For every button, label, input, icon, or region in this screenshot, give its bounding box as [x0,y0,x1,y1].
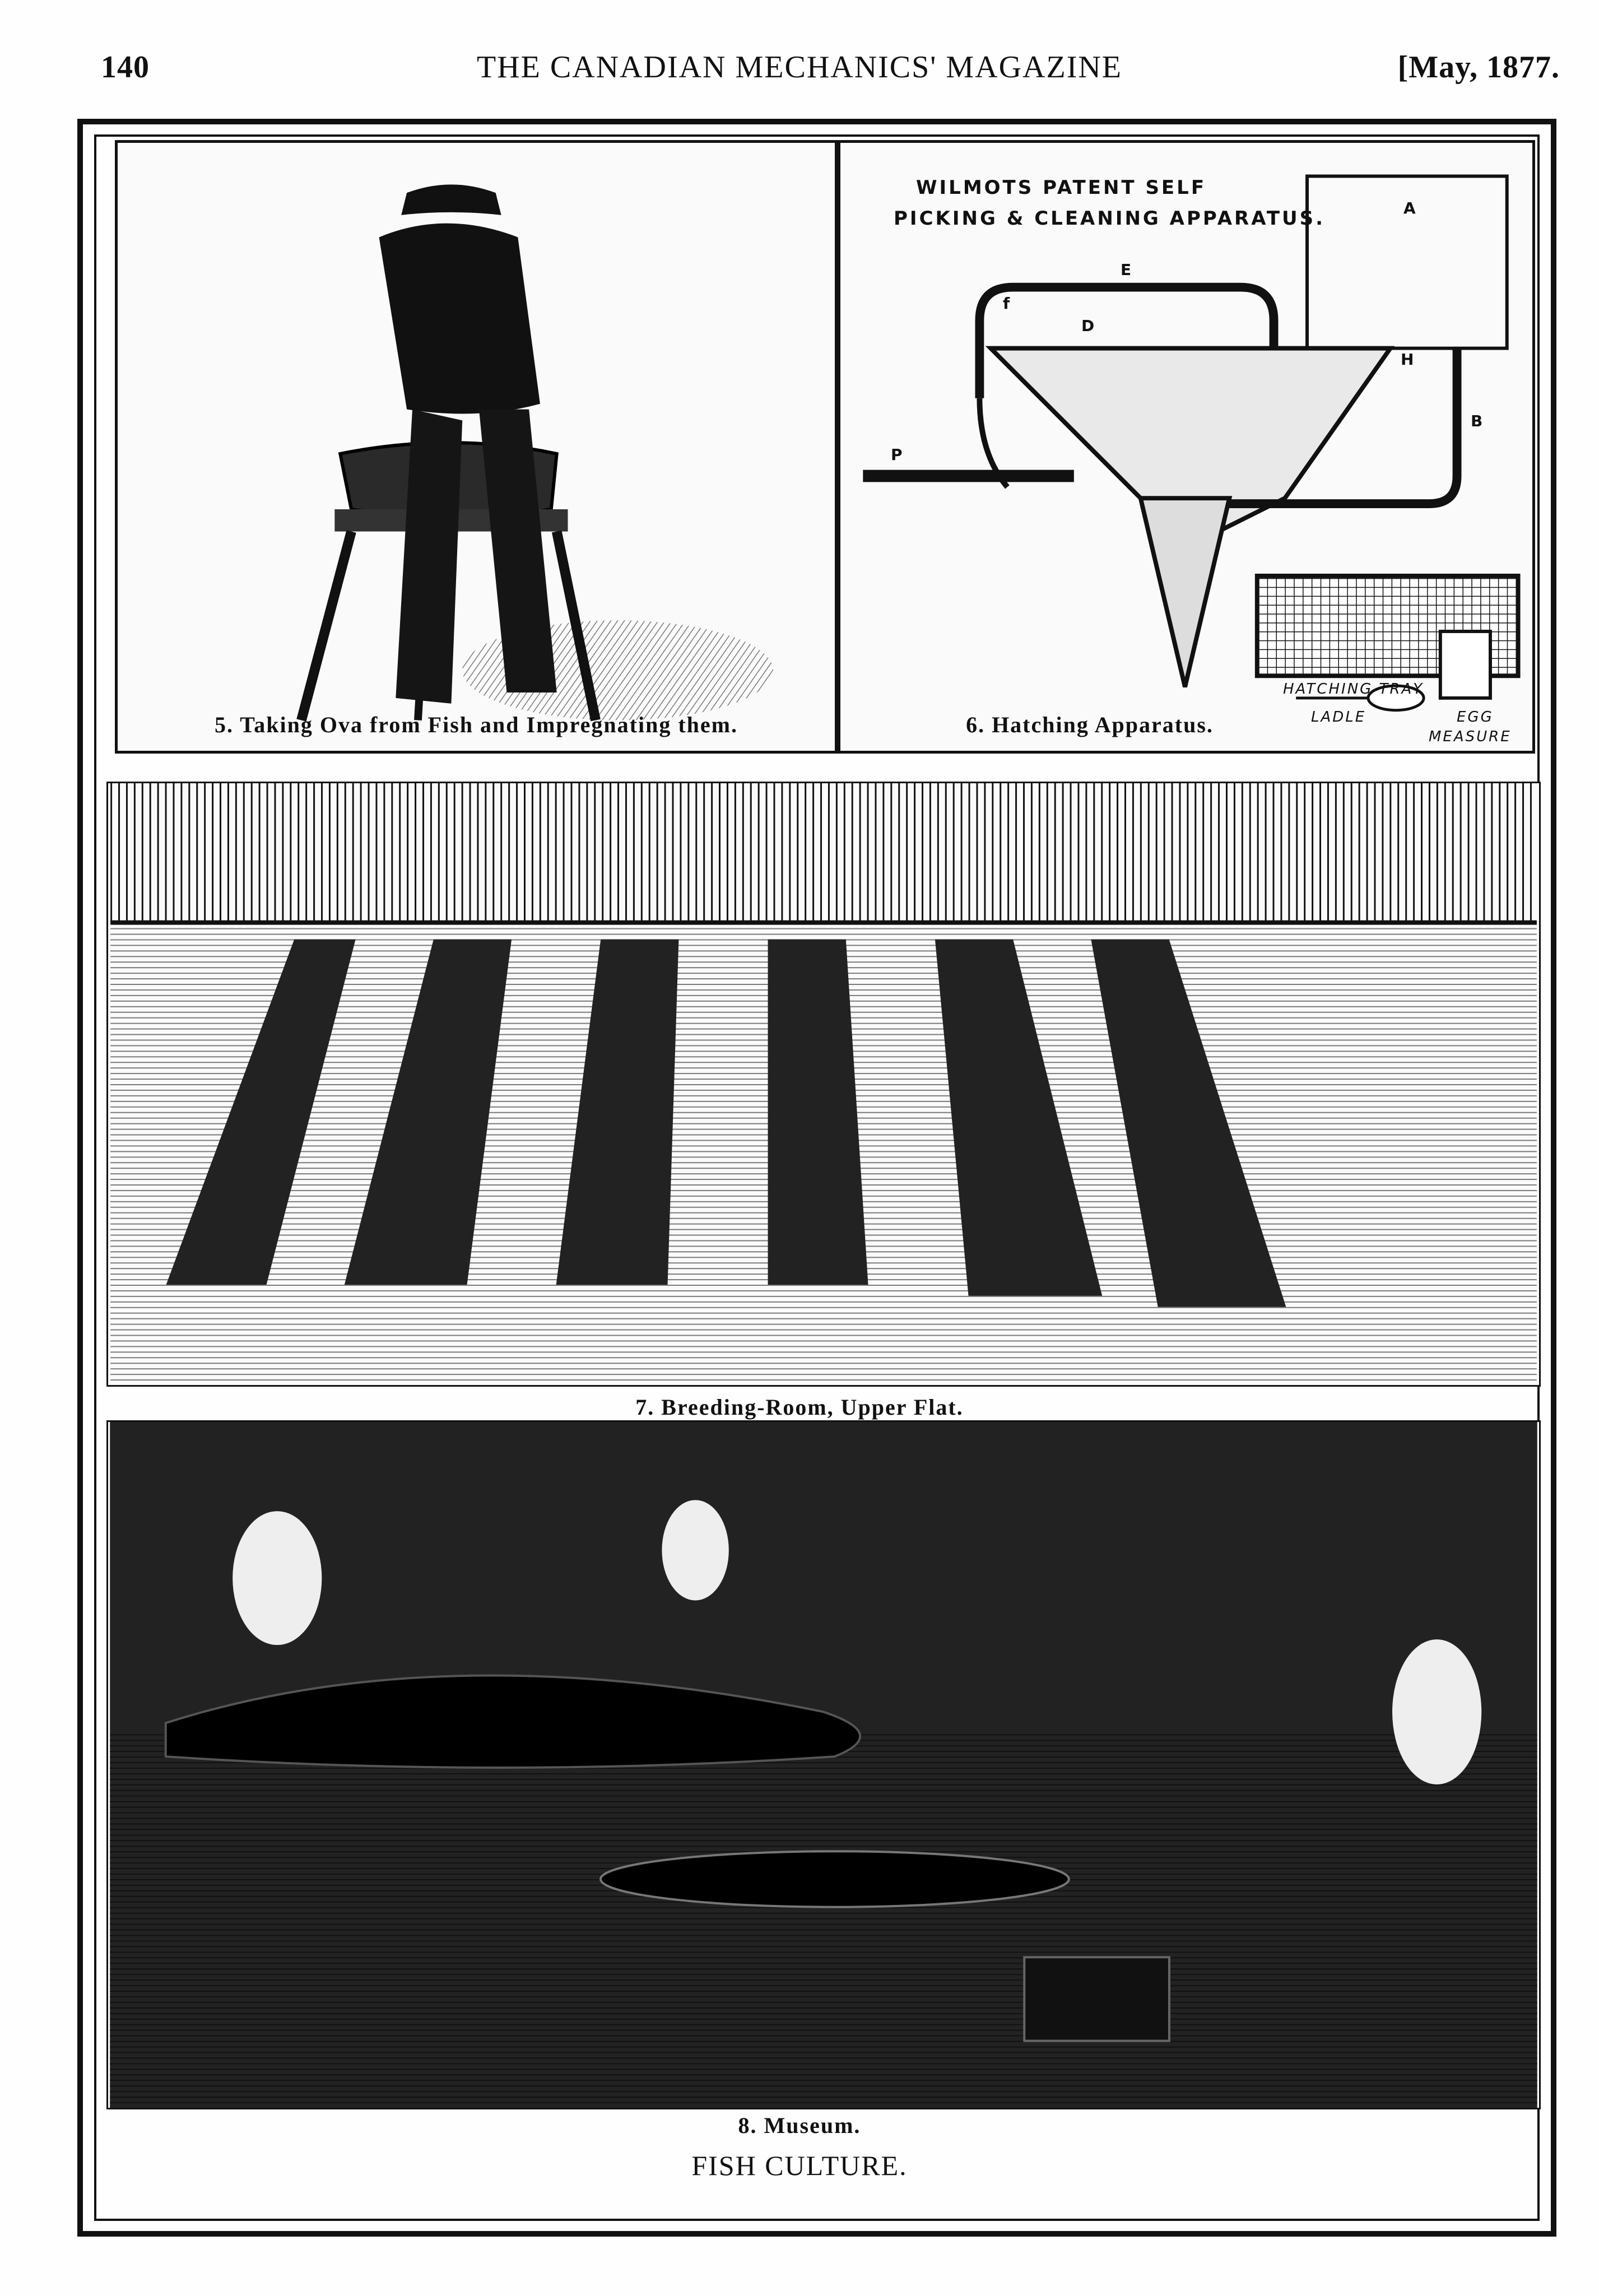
magazine-title: THE CANADIAN MECHANICS' MAGAZINE [476,50,1123,85]
fisherman-engraving [118,143,835,751]
caption-figure-7: 7. Breeding-Room, Upper Flat. [635,1395,964,1420]
caption-figure-8: 8. Museum. [738,2113,861,2138]
hatching-tray-label: HATCHING TRAY [1283,681,1424,698]
diagram-title-line1: WILMOTS PATENT SELF [916,176,1207,199]
caption-figure-5: 5. Taking Ova from Fish and Impregnating them. [214,712,738,737]
figure-taking-ova [115,140,838,754]
label-d: D [1081,317,1095,335]
museum-engraving [108,1422,1539,2108]
figure-hatching-apparatus [838,140,1535,754]
issue-date: [May, 1877. [1397,50,1560,85]
figure-breeding-room [106,782,1541,1387]
label-p: P [891,445,903,464]
measure-label: MEASURE [1429,728,1512,745]
figure-museum [106,1420,1541,2109]
page-number: 140 [101,50,150,85]
ladle-label: LADLE [1311,709,1366,726]
egg-label: EGG [1457,709,1494,726]
label-f: f [1003,294,1010,313]
breeding-room-engraving [108,783,1539,1385]
label-e: E [1121,261,1132,279]
label-b: B [1471,412,1483,430]
label-a: A [1403,199,1416,217]
diagram-title-line2: PICKING & CLEANING APPARATUS. [894,207,1326,230]
apparatus-diagram [840,143,1532,751]
label-h: H [1401,350,1414,369]
caption-figure-6: 6. Hatching Apparatus. [966,712,1214,737]
page-caption: FISH CULTURE. [691,2150,908,2181]
